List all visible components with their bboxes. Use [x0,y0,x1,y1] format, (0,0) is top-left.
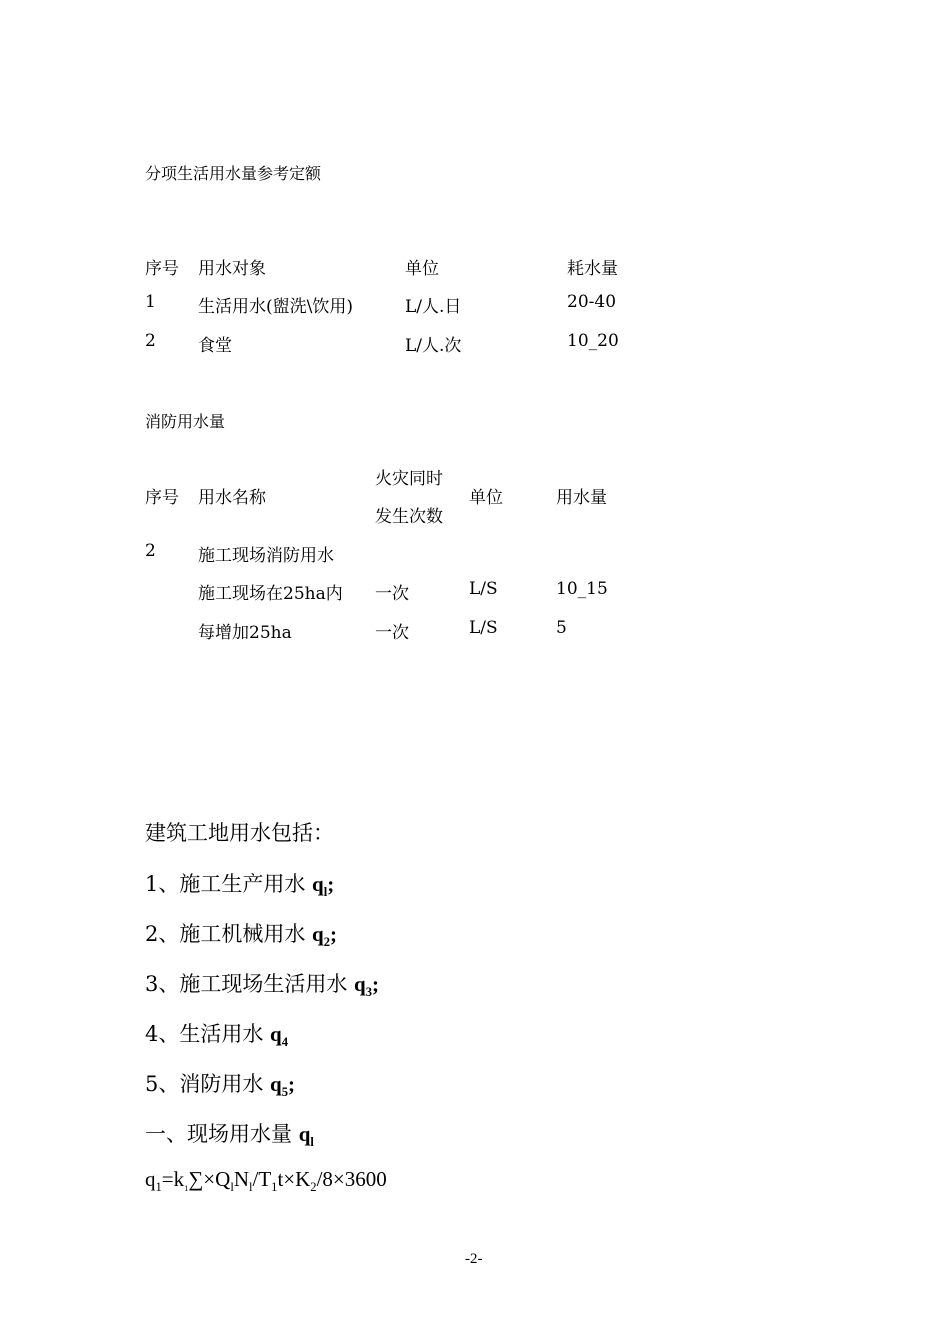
item5-sub: 5 [281,1085,289,1100]
s1-header-consumption: 耗水量 [567,259,618,279]
s2-row3-times: 一次 [375,623,409,643]
f-sub5: 1 [271,1180,278,1195]
f-part7: /8×3600 [316,1167,387,1191]
f-part5: /T [252,1167,272,1191]
item1-q: q [312,872,324,896]
f-part6: t×K [277,1167,311,1191]
list-intro: 建筑工地用水包括： [145,821,334,845]
item5-suffix: ; [288,1072,296,1096]
s2-header-simul-line2: 发生次数 [375,507,443,527]
f-sub4: l [248,1180,253,1195]
item5-text: 5、消防用水 [145,1072,271,1096]
section-heading-1 [145,1118,314,1150]
s2-row3-amount: 5 [556,618,567,638]
s1-header-no: 序号 [145,259,179,279]
s1-row2-consumption: 10_20 [567,331,619,351]
section2-title: 消防用水量 [145,412,226,431]
item3-sub: 3 [365,985,373,1000]
s1-header-unit: 单位 [405,259,439,279]
list-item-3 [145,968,379,1000]
item2-text: 2、施工机械用水 [145,922,313,946]
item3-suffix: ; [372,972,380,996]
list-item-4 [145,1018,288,1050]
item2-q: q [312,922,324,946]
list-item-2 [145,918,337,950]
item2-suffix: ; [330,922,338,946]
s2-header-unit: 单位 [469,488,503,508]
list-item-1 [145,868,334,900]
item1-text: 1、施工生产用水 [145,872,313,896]
item1-sub: l [323,885,328,900]
item4-q: q [270,1022,282,1046]
s2-header-simul-line1: 火灾同时 [375,469,443,489]
s2-row1-no: 2 [145,541,156,561]
s1-header-object: 用水对象 [198,259,266,279]
s1-row1-no: 1 [145,292,156,312]
item1-suffix: ; [327,872,335,896]
s2-row3-name: 每增加25ha [198,623,292,643]
s2-header-amount: 用水量 [556,488,607,508]
s2-header-name: 用水名称 [198,488,266,508]
f-part1: q [145,1167,156,1191]
s1-row1-consumption: 20-40 [567,292,617,312]
s1-row1-object: 生活用水(盥洗\饮用) [198,297,353,317]
item5-q: q [270,1072,282,1096]
f-part2: =k [161,1167,185,1191]
section1-title: 分项生活用水量参考定额 [145,164,322,183]
list-item-5 [145,1068,295,1100]
s1-row2-unit: L/人.次 [405,336,462,356]
s2-row2-amount: 10_15 [556,579,608,599]
f-part4: N [233,1167,249,1191]
heading-q: q [298,1122,311,1146]
item3-text: 3、施工现场生活用水 [145,972,355,996]
s2-row1-name: 施工现场消防用水 [198,546,334,566]
item4-text: 4、生活用水 [145,1022,271,1046]
s2-row2-name: 施工现场在25ha内 [198,584,343,604]
s2-row2-times: 一次 [375,584,409,604]
page-number: -2- [465,1251,483,1267]
s2-header-no: 序号 [145,488,179,508]
f-sub2: 1 [184,1184,189,1194]
f-part3: ∑×Q [188,1167,231,1191]
s1-row1-unit: L/人.日 [405,297,462,317]
s1-row2-object: 食堂 [198,336,232,356]
f-sub3: l [230,1180,234,1195]
s2-row2-unit: L/S [469,579,498,599]
f-sub1: 1 [155,1180,162,1195]
item4-sub: 4 [281,1035,289,1050]
s2-row3-unit: L/S [469,618,498,638]
heading-sub: l [310,1135,314,1150]
item2-sub: 2 [323,935,331,950]
heading-text: 一、现场用水量 [145,1122,299,1146]
s1-row2-no: 2 [145,331,156,351]
formula-q1 [145,1167,387,1195]
f-sub6: 2 [310,1180,317,1195]
item3-q: q [354,972,366,996]
